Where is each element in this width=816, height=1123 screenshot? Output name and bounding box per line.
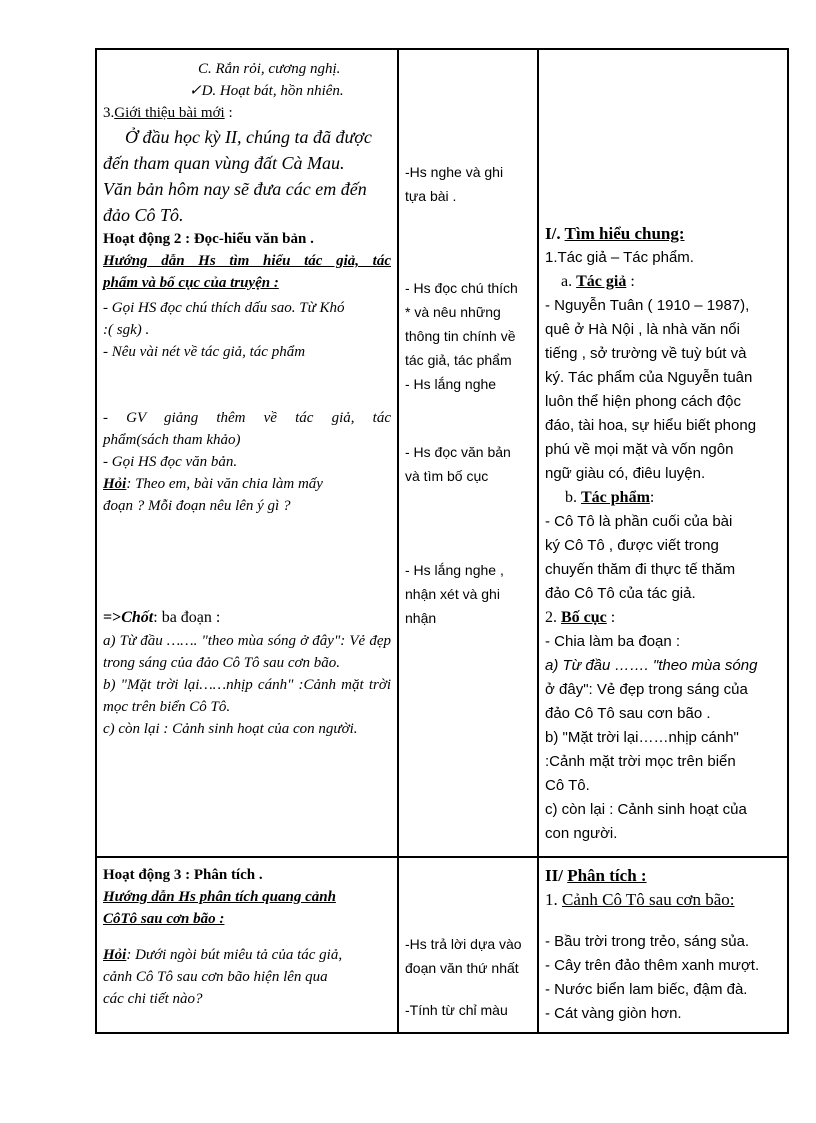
student-line: - Hs lắng nghe , [405,562,504,578]
student-line: * và nêu những [405,304,501,320]
content-line: đáo, tài hoa, sự hiểu biết phong [545,417,757,434]
content-line: ký Cô Tô , được viết trong [545,537,719,554]
question-line [103,944,391,966]
content-line: :Cảnh mặt trời mọc trên biển [545,753,736,770]
subheading-title: Tác phẩm [581,489,650,506]
question-line: cảnh Cô Tô sau cơn bão hiện lên qua [103,969,328,985]
subheading-title: Cảnh Cô Tô sau cơn bão: [562,890,735,909]
content-line: - Nước biển lam biếc, đậm đà. [545,981,748,998]
section-number: I/. [545,224,561,243]
student-activity-cell [398,857,538,1033]
content-line: - Cô Tô là phần cuối của bài [545,513,733,530]
subheading [545,888,781,912]
question-line: các chi tiết nào? [103,991,203,1007]
content-line: con người. [545,825,618,842]
subheading-number: 2. [545,609,557,626]
content-line: a) Từ đầu ……. "theo mùa sóng [545,657,758,674]
content-line: c) còn lại : Cảnh sinh hoạt của [545,801,747,818]
subheading-number: a. [561,273,573,290]
subheading-title: Bố cục [561,609,607,626]
student-line: -Hs nghe và ghi [405,164,504,180]
table-row [96,49,788,857]
content-line: - Cây trên đảo thêm xanh mượt. [545,957,760,974]
spacer [545,912,781,930]
content-cell [538,857,788,1033]
content-line: chuyến thăm đi thực tế thăm [545,561,736,578]
content-line: - Cát vàng giòn hơn. [545,1005,682,1022]
intro-line: Văn bản hôm nay sẽ đưa các em đến [103,179,367,199]
question-line [103,473,391,495]
student-line: -Hs trả lời dựa vào [405,936,522,952]
intro-line: đảo Cô Tô. [103,205,184,225]
spacer [405,488,531,558]
conclusion-text: : ba đoạn : [153,609,221,626]
option-c: C. Rắn rỏi, cương nghị. [198,61,341,77]
student-line: nhận xét và ghi [405,586,500,602]
spacer [405,396,531,440]
part-line: b) "Mặt trời lại……nhịp cánh" :Cảnh mặt trời mọc trên biển Cô Tô. [103,677,391,715]
guide-line: CôTô sau cơn bão : [103,911,225,927]
subheading [545,270,781,294]
student-line: -Tính từ chỉ màu [405,1002,508,1018]
question-text: : Dưới ngòi bút miêu tả của tác giả, [126,947,343,963]
step-title: Giới thiệu bài mới [114,105,225,121]
subheading-number: 1. [545,890,558,909]
section-number: II/ [545,866,563,885]
task-line: - Gọi HS đọc chú thích dấu sao. Từ Khó [103,300,345,316]
step-3-heading [103,102,391,124]
content-line: b) "Mặt trời lại……nhịp cánh" [545,729,739,746]
section-title: Phân tích : [567,866,647,885]
student-line: - Hs đọc văn bản [405,444,511,460]
spacer [103,517,391,605]
intro-line: Ở đầu học kỳ II, chúng ta đã được [125,127,372,147]
content-line: phú về mọi mặt và vốn ngôn [545,441,734,458]
spacer [405,980,531,998]
content-line: quê ở Hà Nội , là nhà văn nổi [545,321,740,338]
student-line: - Hs lắng nghe [405,376,497,392]
step-colon: : [224,105,233,121]
lesson-table [95,48,789,1034]
part-line: c) còn lại : Cảnh sinh hoạt của con người. [103,721,358,737]
content-line: đảo Cô Tô sau cơn bão . [545,705,711,722]
student-line: nhận [405,610,437,626]
content-line: - Chia làm ba đoạn : [545,633,681,650]
task-line: phẩm(sách tham khảo) [103,432,241,448]
content-line: tiếng , sở trường về tuỳ bút và [545,345,747,362]
intro-line: đến tham quan vùng đất Cà Mau. [103,153,345,173]
task-line: - Nêu vài nét về tác giả, tác phẩm [103,344,306,360]
subheading-colon: : [649,489,655,506]
question-label: Hỏi [103,476,127,492]
question-text: : Theo em, bài văn chia làm mấy [126,476,323,492]
subheading-colon: : [626,273,635,290]
subheading [545,606,781,630]
student-line: tác giả, tác phẩm [405,352,512,368]
spacer [405,864,531,932]
task-line: - GV giảng thêm về tác giả, tác [103,410,391,426]
content-line: ở đây": Vẻ đẹp trong sáng của [545,681,748,698]
student-line: - Hs đọc chú thích [405,280,518,296]
student-line: tựa bài . [405,188,457,204]
subheading-title: Tác giả [576,273,627,290]
section-2-heading [545,864,781,888]
guide-line: phẩm và bố cục của truyện : [103,275,279,291]
section-1-heading [545,222,781,246]
guide-line: Hướng dẫn Hs phân tích quang cảnh [103,889,336,905]
conclusion-heading [103,605,391,630]
content-line: ký. Tác phẩm của Nguyễn tuân [545,369,753,386]
student-line: thông tin chính về [405,328,516,344]
conclusion-label: Chốt [121,609,154,626]
spacer [545,56,781,222]
part-line: a) Từ đầu ……. "theo mùa sóng ở đây": Vẻ đẹp trong sáng của đảo Cô Tô sau cơn bão. [103,633,391,671]
content-line: Cô Tô. [545,777,590,794]
student-line: và tìm bố cục [405,468,489,484]
task-line: - Gọi HS đọc văn bản. [103,454,238,470]
content-cell [538,49,788,857]
table-row [96,857,788,1033]
spacer [103,363,391,407]
activity-2-heading: Hoạt động 2 : Đọc-hiểu văn bản . [103,231,314,247]
content-line: ngữ giàu có, điêu luyện. [545,465,706,482]
spacer [103,930,391,944]
subheading-number: b. [565,489,577,506]
student-line: đoạn văn thứ nhất [405,960,519,976]
option-d: ✓D. Hoạt bát, hồn nhiên. [189,83,344,99]
spacer [405,56,531,160]
teacher-activity-cell [96,857,398,1033]
guide-line: Hướng dẫn Hs tìm hiểu tác giả, tác [103,253,391,269]
step-number: 3. [103,105,115,121]
content-line: 1.Tác giả – Tác phẩm. [545,249,694,266]
subheading-colon: : [606,609,616,626]
section-title: Tìm hiểu chung: [564,224,685,243]
content-line: luôn thể hiện phong cách độc [545,393,741,410]
spacer [405,208,531,276]
content-line: đảo Cô Tô của tác giả. [545,585,696,602]
teacher-activity-cell [96,49,398,857]
task-line: :( sgk) . [103,322,150,338]
student-activity-cell [398,49,538,857]
activity-3-heading: Hoạt động 3 : Phân tích . [103,867,263,883]
conclusion-arrow: => [103,609,122,626]
content-line: - Bầu trời trong trẻo, sáng sủa. [545,933,750,950]
question-label: Hỏi [103,947,127,963]
question-line: đoạn ? Mỗi đoạn nêu lên ý gì ? [103,498,291,514]
content-line: - Nguyễn Tuân ( 1910 – 1987), [545,297,750,314]
subheading [545,486,781,510]
